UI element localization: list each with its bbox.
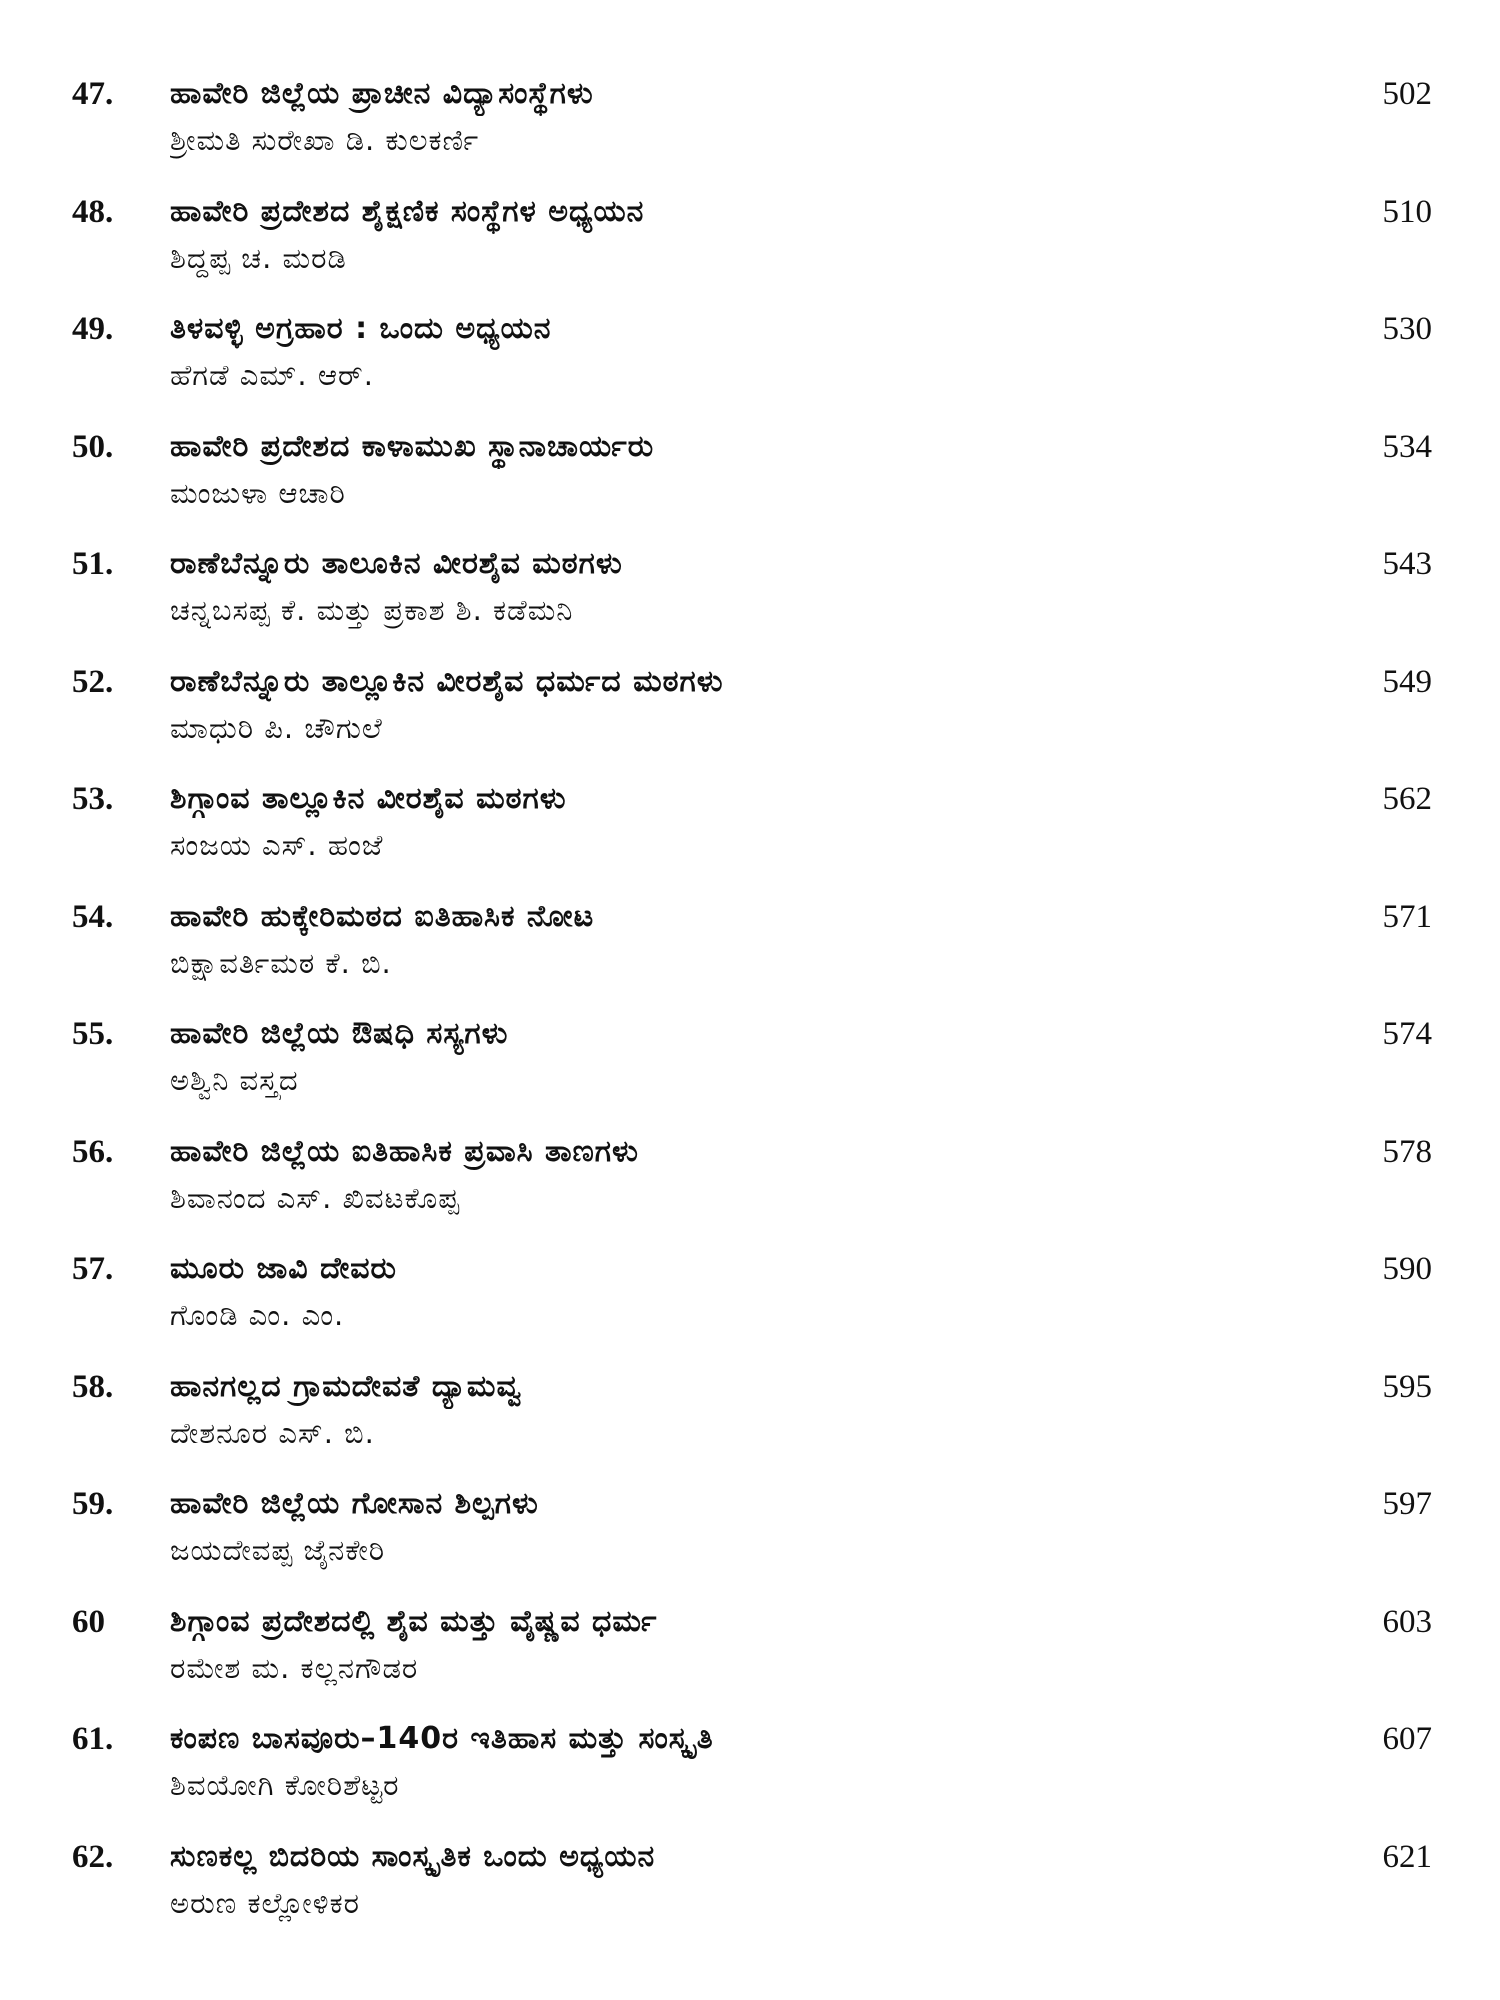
toc-entry	[72, 1012, 1432, 1130]
toc-entry	[72, 1717, 1432, 1835]
entry-number: 50.	[72, 428, 114, 465]
toc-entry	[72, 1835, 1432, 1953]
entry-page-number: 502	[1382, 76, 1432, 112]
entry-number: 53.	[72, 781, 114, 817]
toc-entry	[72, 425, 1432, 543]
toc-entry	[72, 190, 1432, 308]
entry-page-number: 549	[1382, 663, 1432, 700]
entry-page-number: 510	[1382, 193, 1432, 230]
entry-title: ಹಾವೇರಿ ಪ್ರದೇಶದ ಶೈಕ್ಷಣಿಕ ಸಂಸ್ಥೆಗಳ ಅಧ್ಯಯನ	[170, 193, 645, 229]
entry-title: ಶಿಗ್ಗಾಂವ ಪ್ರದೇಶದಲ್ಲಿ ಶೈವ ಮತ್ತು ವೈಷ್ಣವ ಧರ್ಮ	[170, 1603, 658, 1639]
entry-author: ದೇಶನೂರ ಎಸ್. ಬಿ.	[170, 1415, 375, 1450]
entry-title: ಹಾವೇರಿ ಜಿಲ್ಲೆಯ ಪ್ರಾಚೀನ ವಿದ್ಯಾಸಂಸ್ಥೆಗಳು	[170, 76, 594, 111]
entry-author: ಗೊಂಡಿ ಎಂ. ಎಂ.	[170, 1298, 345, 1332]
entry-title: ಹಾವೇರಿ ಜಿಲ್ಲೆಯ ಐತಿಹಾಸಿಕ ಪ್ರವಾಸಿ ತಾಣಗಳು	[170, 1133, 639, 1169]
entry-author: ಶಿದ್ದಪ್ಪ ಚ. ಮರಡಿ	[170, 240, 347, 275]
entry-page-number: 543	[1382, 546, 1432, 582]
entry-number: 57.	[72, 1251, 114, 1287]
toc-entry	[72, 895, 1432, 1013]
entry-title: ಶಿಗ್ಗಾಂವ ತಾಲ್ಲೂಕಿನ ವೀರಶೈವ ಮಠಗಳು	[170, 781, 567, 816]
entry-author: ಚನ್ನಬಸಪ್ಪ ಕೆ. ಮತ್ತು ಪ್ರಕಾಶ ಶಿ. ಕಡೆಮನಿ	[170, 593, 574, 627]
toc-entry	[72, 1365, 1432, 1483]
toc-entry	[72, 777, 1432, 895]
entry-title: ರಾಣೆಬೆನ್ನೂರು ತಾಲ್ಲೂಕಿನ ವೀರಶೈವ ಧರ್ಮದ ಮಠಗಳು	[170, 663, 724, 699]
toc-entry	[72, 1600, 1432, 1718]
entry-number: 60	[72, 1603, 105, 1640]
entry-page-number: 595	[1382, 1368, 1432, 1405]
entry-page-number: 597	[1382, 1486, 1432, 1522]
entry-number: 49.	[72, 311, 114, 347]
entry-author: ಅರುಣ ಕಲ್ಲೋಳಿಕರ	[170, 1885, 360, 1920]
entry-number: 62.	[72, 1838, 114, 1875]
entry-author: ಶ್ರೀಮತಿ ಸುರೇಖಾ ಡಿ. ಕುಲಕರ್ಣಿ	[170, 123, 480, 157]
entry-page-number: 562	[1382, 781, 1432, 817]
entry-page-number: 574	[1382, 1016, 1432, 1052]
entry-number: 56.	[72, 1133, 114, 1170]
entry-title: ಕಂಪಣ ಬಾಸವೂರು–140ರ ಇತಿಹಾಸ ಮತ್ತು ಸಂಸ್ಕೃತಿ	[170, 1721, 714, 1756]
entry-title: ತಿಳವಳ್ಳಿ ಅಗ್ರಹಾರ : ಒಂದು ಅಧ್ಯಯನ	[170, 311, 552, 346]
entry-number: 51.	[72, 546, 114, 582]
entry-number: 61.	[72, 1721, 114, 1757]
entry-number: 59.	[72, 1486, 114, 1522]
entry-author: ಸಂಜಯ ಎಸ್. ಹಂಜೆ	[170, 828, 384, 862]
entry-author: ಶಿವಾನಂದ ಎಸ್. ಖಿವಟಕೊಪ್ಪ	[170, 1180, 461, 1215]
entry-author: ಜಯದೇವಪ್ಪ ಜೈನಕೇರಿ	[170, 1533, 386, 1567]
entry-page-number: 534	[1382, 428, 1432, 465]
entry-title: ಸುಣಕಲ್ಲ ಬಿದರಿಯ ಸಾಂಸ್ಕೃತಿಕ ಒಂದು ಅಧ್ಯಯನ	[170, 1838, 656, 1874]
entry-title: ರಾಣೆಬೆನ್ನೂರು ತಾಲೂಕಿನ ವೀರಶೈವ ಮಠಗಳು	[170, 546, 623, 581]
toc-entry	[72, 1247, 1432, 1365]
entry-page-number: 603	[1382, 1603, 1432, 1640]
entry-author: ಶಿವಯೋಗಿ ಕೋರಿಶೆಟ್ಟರ	[170, 1768, 400, 1802]
toc-entry	[72, 307, 1432, 425]
entry-title: ಮೂರು ಜಾವಿ ದೇವರು	[170, 1251, 397, 1286]
entry-number: 55.	[72, 1016, 114, 1052]
entry-author: ರಮೇಶ ಮ. ಕಲ್ಲನಗೌಡರ	[170, 1650, 419, 1685]
entry-number: 58.	[72, 1368, 114, 1405]
toc-entry	[72, 660, 1432, 778]
toc-entry	[72, 72, 1432, 190]
toc-entry	[72, 1482, 1432, 1600]
entry-title: ಹಾನಗಲ್ಲದ ಗ್ರಾಮದೇವತೆ ದ್ಯಾಮವ್ವ	[170, 1368, 523, 1404]
entry-page-number: 571	[1382, 898, 1432, 935]
entry-page-number: 590	[1382, 1251, 1432, 1287]
entry-number: 52.	[72, 663, 114, 700]
entry-title: ಹಾವೇರಿ ಪ್ರದೇಶದ ಕಾಳಾಮುಖ ಸ್ಥಾನಾಚಾರ್ಯರು	[170, 428, 655, 464]
entry-author: ಮಂಜುಳಾ ಆಚಾರಿ	[170, 475, 346, 510]
toc-entry	[72, 1130, 1432, 1248]
entry-page-number: 530	[1382, 311, 1432, 347]
entry-page-number: 578	[1382, 1133, 1432, 1170]
toc-entry	[72, 542, 1432, 660]
entry-author: ಹೆಗಡೆ ಎಮ್. ಆರ್.	[170, 358, 374, 392]
entry-page-number: 621	[1382, 1838, 1432, 1875]
entry-number: 54.	[72, 898, 114, 935]
entry-author: ಬಿಕ್ಷಾವರ್ತಿಮಠ ಕೆ. ಬಿ.	[170, 945, 392, 980]
entry-page-number: 607	[1382, 1721, 1432, 1757]
entry-number: 47.	[72, 76, 114, 112]
entry-author: ಮಾಧುರಿ ಪಿ. ಚೌಗುಲೆ	[170, 710, 383, 745]
table-of-contents	[72, 72, 1432, 1952]
entry-title: ಹಾವೇರಿ ಜಿಲ್ಲೆಯ ಗೋಸಾನ ಶಿಲ್ಪಗಳು	[170, 1486, 539, 1521]
entry-author: ಅಶ್ವಿನಿ ವಸ್ತ್ರದ	[170, 1063, 299, 1097]
entry-title: ಹಾವೇರಿ ಹುಕ್ಕೇರಿಮಠದ ಐತಿಹಾಸಿಕ ನೋಟ	[170, 898, 595, 934]
entry-title: ಹಾವೇರಿ ಜಿಲ್ಲೆಯ ಔಷಧಿ ಸಸ್ಯಗಳು	[170, 1016, 509, 1051]
entry-number: 48.	[72, 193, 114, 230]
